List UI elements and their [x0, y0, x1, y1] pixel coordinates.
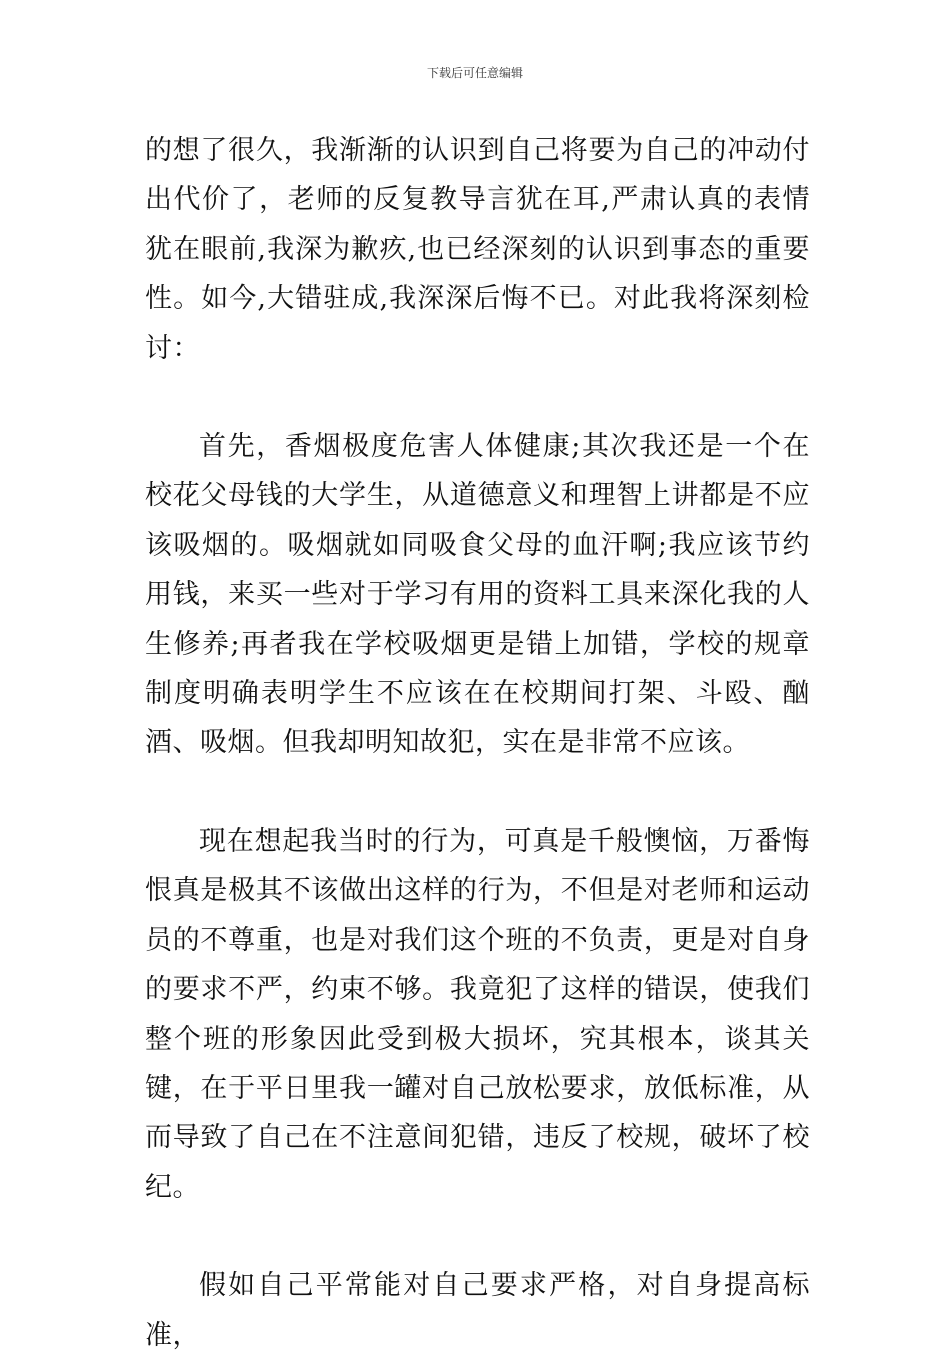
page-header [0, 66, 950, 80]
paragraph-gap [145, 1212, 810, 1261]
paragraph-gap [145, 768, 810, 817]
paragraph-2: 首先，香烟极度危害人体健康;其次我还是一个在校花父母钱的大学生，从道德意义和理智上讲都是不应该吸烟的。吸烟就如同吸食父母的血汗啊;我应该节约用钱，来买一些对于学习有用的资料工具来深化我的人生修养;再者我在学校吸烟更是错上加错，学校的规章制度明确表明学生不应该在在校期间打架、斗殴、酗酒、吸烟。但我却明知故犯，实在是非常不应该。 [145, 431, 810, 759]
paragraph-1: 的想了很久，我渐渐的认识到自己将要为自己的冲动付出代价了，老师的反复教导言犹在耳,严肃认真的表情犹在眼前,我深为歉疚,也已经深刻的认识到事态的重要性。如今,大错驻成,我深深后悔不已。对此我将深刻检讨： [145, 135, 810, 364]
paragraph-gap [145, 373, 810, 422]
paragraph-3: 现在想起我当时的行为，可真是千般懊恼，万番悔恨真是极其不该做出这样的行为，不但是对老师和运动员的不尊重，也是对我们这个班的不负责，更是对自身的要求不严，约束不够。我竟犯了这样的错误，使我们整个班的形象因此受到极大损坏，究其根本，谈其关键，在于平日里我一罐对自己放松要求，放低标准，从而导致了自己在不注意间犯错，违反了校规，破坏了校纪。 [145, 825, 810, 1203]
paragraph-4: 假如自己平常能对自己要求严格，对自身提高标准， [145, 1270, 810, 1351]
header-text: 下载后可任意编辑 [426, 66, 523, 80]
document-body [145, 126, 810, 1360]
